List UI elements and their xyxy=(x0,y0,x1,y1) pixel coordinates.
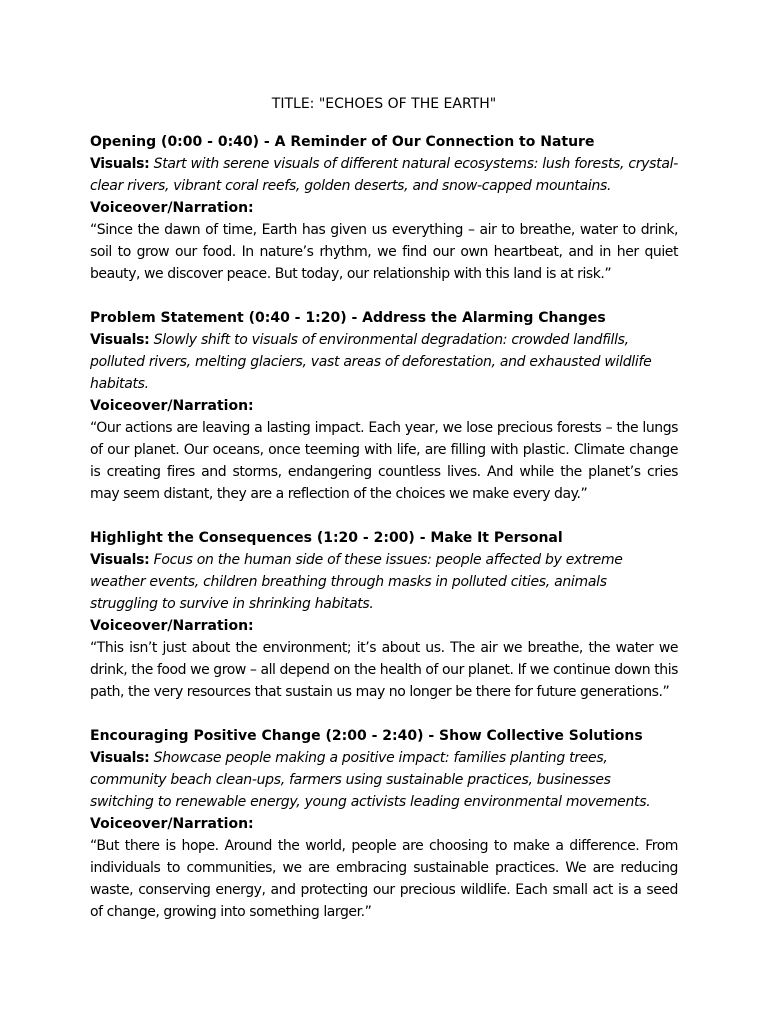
narration-text: “Our actions are leaving a lasting impact. Each year, we lose precious forests – the lungs of our planet. Our oceans, once teeming with life, are filling with plastic. Climate change is creating fires and storms, endangering countless lives. And while the planet’s cries may seem distant, they are a reflection of the choices we make every day.” xyxy=(90,420,678,502)
section-heading: Encouraging Positive Change (2:00 - 2:40) - Show Collective Solutions xyxy=(90,728,643,744)
voiceover-label: Voiceover/Narration: xyxy=(90,200,254,216)
voiceover-label: Voiceover/Narration: xyxy=(90,816,254,832)
voiceover-label: Voiceover/Narration: xyxy=(90,618,254,634)
visuals-label: Visuals: xyxy=(90,156,150,172)
visuals-line xyxy=(90,153,678,197)
section-problem-statement xyxy=(90,307,678,505)
narration-text: “But there is hope. Around the world, people are choosing to make a difference. From individuals to communities, we are embracing sustainable practices. We are reducing waste, conserving energy, and protecting our precious wildlife. Each small act is a seed of change, growing into something larger.” xyxy=(90,838,678,920)
section-heading: Opening (0:00 - 0:40) - A Reminder of Our Connection to Nature xyxy=(90,134,595,150)
visuals-description: Focus on the human side of these issues: people affected by extreme weather events, children breathing through masks in polluted cities, animals struggling to survive in shrinking habitats. xyxy=(90,552,623,612)
visuals-label: Visuals: xyxy=(90,332,150,348)
visuals-description: Showcase people making a positive impact: families planting trees, community beach clean-ups, farmers using sustainable practices, businesses switching to renewable energy, young activists leading environmental movements. xyxy=(90,750,651,810)
visuals-line xyxy=(90,549,678,615)
document-title: TITLE: "ECHOES OF THE EARTH" xyxy=(271,96,497,112)
visuals-label: Visuals: xyxy=(90,750,150,766)
visuals-line xyxy=(90,329,678,395)
visuals-description: Slowly shift to visuals of environmental degradation: crowded landfills, polluted rivers, melting glaciers, vast areas of deforestation, and exhausted wildlife habitats. xyxy=(90,332,652,392)
visuals-description: Start with serene visuals of different natural ecosystems: lush forests, crystal-clear rivers, vibrant coral reefs, golden deserts, and snow-capped mountains. xyxy=(90,156,678,194)
narration-text: “Since the dawn of time, Earth has given us everything – air to breathe, water to drink, soil to grow our food. In nature’s rhythm, we find our own heartbeat, and in her quiet beauty, we discover peace. But today, our relationship with this land is at risk.” xyxy=(90,222,678,282)
section-positive-change xyxy=(90,725,678,923)
visuals-line xyxy=(90,747,678,813)
section-heading: Highlight the Consequences (1:20 - 2:00) - Make It Personal xyxy=(90,530,563,546)
voiceover-label: Voiceover/Narration: xyxy=(90,398,254,414)
section-heading: Problem Statement (0:40 - 1:20) - Address the Alarming Changes xyxy=(90,310,606,326)
section-consequences xyxy=(90,527,678,703)
narration-text: “This isn’t just about the environment; it’s about us. The air we breathe, the water we drink, the food we grow – all depend on the health of our planet. If we continue down this path, the very resources that sustain us may no longer be there for future generations.” xyxy=(90,640,678,700)
visuals-label: Visuals: xyxy=(90,552,150,568)
section-opening xyxy=(90,131,678,285)
